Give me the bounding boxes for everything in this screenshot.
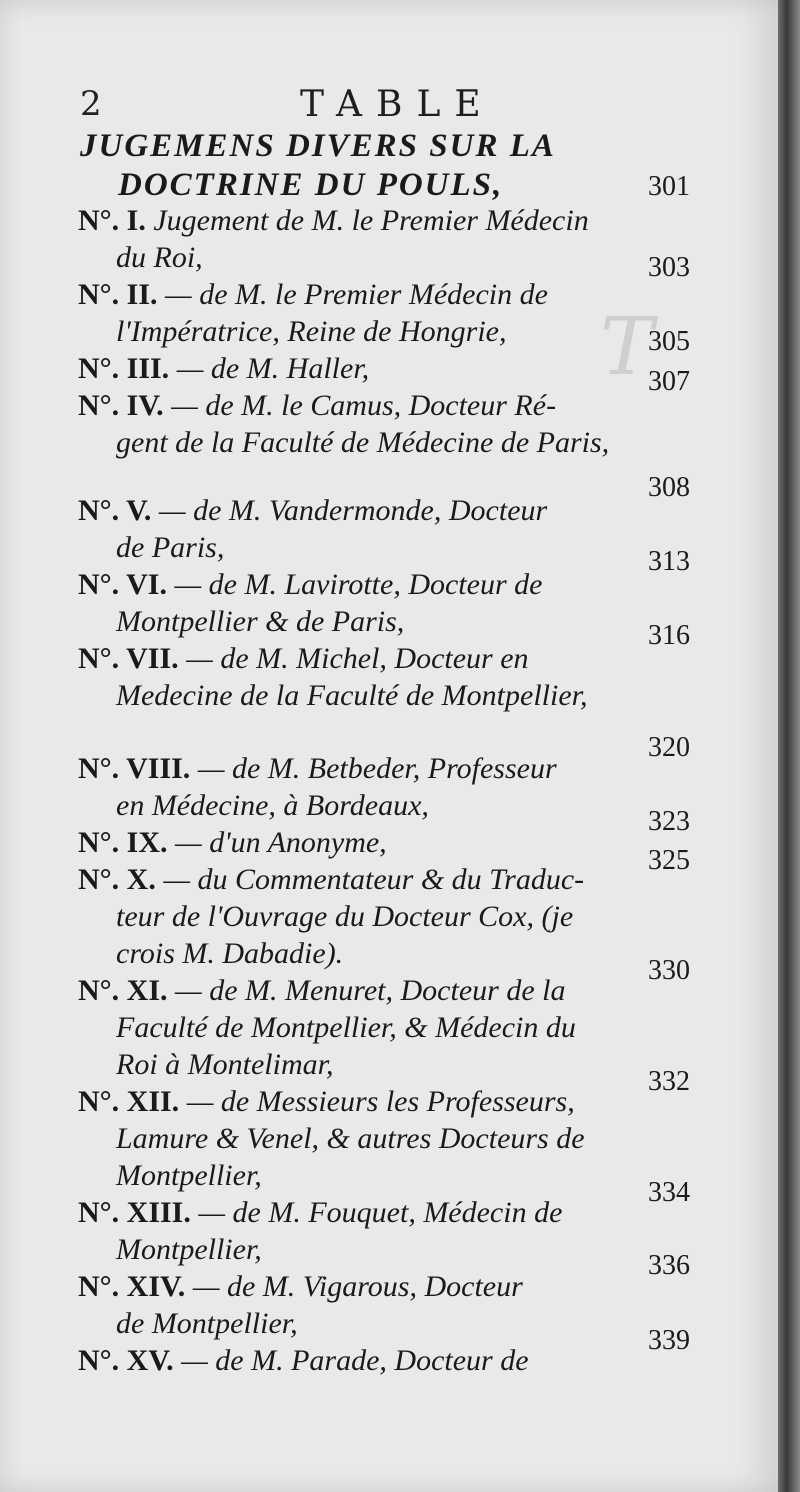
entry-continuation: Faculté de Montpellier, & Médecin du: [116, 1011, 576, 1044]
entry-continuation: gent de la Faculté de Médecine de Paris,: [116, 426, 610, 459]
entry-line-1: [78, 1270, 523, 1304]
entry-page-number: 308: [648, 472, 690, 503]
entry-number: N°. VIII.: [78, 752, 198, 785]
entry-page-number: 332: [648, 1066, 690, 1097]
entry-line-1: [78, 826, 387, 860]
entry-line-1: [78, 568, 542, 602]
entry-number: N°. I.: [78, 204, 154, 237]
entry-number: N°. IV.: [78, 389, 172, 422]
entry-text: — de Messieurs les Professeurs,: [186, 1085, 575, 1118]
entry-continuation: du Roi,: [116, 241, 203, 274]
entry-number: N°. XIV.: [78, 1270, 193, 1303]
entry-text: — de M. Menuret, Docteur de la: [175, 974, 566, 1007]
entry-number: N°. II.: [78, 278, 166, 311]
entry-page-number: 307: [648, 366, 690, 397]
entry-line-1: [78, 389, 556, 423]
entry-text: Jugement de M. le Premier Médecin: [153, 204, 589, 237]
entry-number: N°. XV.: [78, 1344, 182, 1377]
entry-number: N°. III.: [78, 352, 177, 385]
entry-line-1: [78, 352, 369, 386]
entry-line-1: [78, 1085, 575, 1119]
section-page: 301: [648, 171, 690, 202]
entry-page-number: 316: [648, 620, 690, 651]
entry-line-1: [78, 1196, 562, 1230]
entry-text: — de M. Vigarous, Docteur: [192, 1270, 523, 1303]
entry-line-1: [78, 278, 548, 312]
entry-page-number: 305: [648, 326, 690, 357]
entry-page-number: 320: [648, 732, 690, 763]
entry-line-1: [78, 204, 589, 238]
entry-page-number: 336: [648, 1250, 690, 1281]
entry-continuation: Roi à Montelimar,: [116, 1048, 334, 1081]
entry-text: — de M. Lavirotte, Docteur de: [174, 568, 543, 601]
entry-text: — du Commentateur & du Traduc-: [163, 863, 585, 896]
entry-continuation: teur de l'Ouvrage du Docteur Cox, (je: [116, 900, 574, 933]
entry-continuation: Montpellier,: [116, 1233, 262, 1266]
entry-number: N°. IX.: [78, 826, 176, 859]
running-title: TABLE: [300, 84, 495, 125]
entry-page-number: 330: [648, 955, 690, 986]
entry-page-number: 334: [648, 1177, 690, 1208]
entry-text: — de M. le Premier Médecin de: [165, 278, 548, 311]
entry-continuation: Lamure & Venel, & autres Docteurs de: [116, 1122, 585, 1155]
entry-continuation: en Médecine, à Bordeaux,: [116, 789, 429, 822]
entry-line-1: [78, 494, 547, 528]
entry-page-number: 313: [648, 546, 690, 577]
entry-text: — de M. Parade, Docteur de: [181, 1344, 529, 1377]
entry-line-1: [78, 1344, 529, 1378]
entry-continuation: Medecine de la Faculté de Montpellier,: [116, 679, 588, 712]
entry-number: N°. VII.: [78, 642, 187, 675]
entry-line-1: [78, 974, 565, 1008]
entry-page-number: 323: [648, 806, 690, 837]
entry-text: — de M. Michel, Docteur en: [186, 642, 529, 675]
entry-text: — de M. le Camus, Docteur Ré-: [171, 389, 557, 422]
entry-continuation: de Paris,: [116, 531, 225, 564]
entry-text: — de M. Fouquet, Médecin de: [198, 1196, 563, 1229]
entry-line-1: [78, 642, 529, 676]
section-heading-line2: DOCTRINE DU POULS,: [118, 167, 504, 203]
entry-number: N°. XIII.: [78, 1196, 199, 1229]
page-edge: [778, 0, 800, 1492]
entry-continuation: l'Impératrice, Reine de Hongrie,: [116, 315, 507, 348]
entry-number: N°. XII.: [78, 1085, 187, 1118]
entry-text: — de M. Vandermonde, Docteur: [158, 494, 548, 527]
entry-text: — d'un Anonyme,: [175, 826, 387, 859]
bleed-through-mark: T: [600, 300, 654, 393]
entry-number: N°. V.: [78, 494, 159, 527]
entry-page-number: 303: [648, 252, 690, 283]
entry-number: N°. X.: [78, 863, 164, 896]
entry-line-1: [78, 863, 584, 897]
entry-number: N°. VI.: [78, 568, 175, 601]
section-heading-line1: JUGEMENS DIVERS SUR LA: [80, 128, 556, 164]
entry-continuation: de Montpellier,: [116, 1307, 298, 1340]
entry-text: — de M. Haller,: [176, 352, 370, 385]
entry-continuation: crois M. Dabadie).: [116, 937, 344, 970]
entry-continuation: Montpellier,: [116, 1159, 262, 1192]
entry-page-number: 325: [648, 845, 690, 876]
page-number: 2: [80, 84, 102, 124]
entry-text: — de M. Betbeder, Professeur: [197, 752, 557, 785]
entry-line-1: [78, 752, 557, 786]
entry-number: N°. XI.: [78, 974, 176, 1007]
entry-page-number: 339: [648, 1325, 690, 1356]
entry-continuation: Montpellier & de Paris,: [116, 605, 405, 638]
